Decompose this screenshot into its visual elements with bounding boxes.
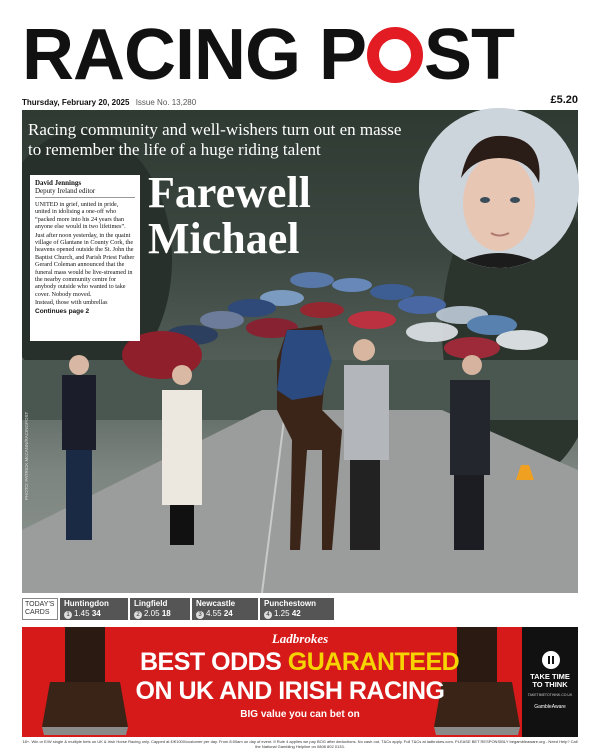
race-time: 1.25 bbox=[274, 609, 290, 618]
race-number: 3 bbox=[196, 611, 204, 619]
ad-tagline: BIG value you can bet on bbox=[240, 709, 360, 720]
meeting-name: Punchestown bbox=[264, 599, 317, 608]
todays-cards-label: TODAY'S CARDS bbox=[22, 598, 58, 620]
cover-price: £5.20 bbox=[550, 94, 578, 106]
ladbrokes-advert[interactable] bbox=[22, 627, 578, 737]
ad-headline-1a: BEST ODDS bbox=[140, 648, 288, 676]
headline-line-2: Michael bbox=[148, 214, 300, 263]
portrait-image bbox=[419, 108, 579, 268]
issue-number: Issue No. 13,280 bbox=[135, 98, 197, 107]
card-punchestown[interactable] bbox=[260, 598, 334, 620]
story-paragraph: UNITED in grief, united in pride, united in idolising a one-off who “packed more into his 24 years than anyone else would in two lifetimes”. bbox=[35, 201, 126, 231]
photo-credit: PHOTO: PATRICK McCANN/RACINGPOST bbox=[24, 411, 29, 500]
ad-headline-1 bbox=[140, 648, 460, 677]
meeting-name: Huntingdon bbox=[64, 599, 109, 608]
story-column bbox=[30, 175, 140, 341]
take-time-to-think-text: TAKE TIME TO THINK bbox=[530, 672, 570, 689]
take-time-to-think-panel bbox=[522, 627, 578, 737]
race-number: 4 bbox=[264, 611, 272, 619]
continues-link[interactable]: Continues page 2 bbox=[35, 307, 90, 315]
masthead-text-2: ST bbox=[424, 15, 515, 95]
story-paragraph: Instead, those with umbrellas bbox=[35, 299, 108, 307]
ladbrokes-logo: Ladbrokes bbox=[271, 631, 329, 646]
issue-date: Thursday, February 20, 2025 bbox=[22, 98, 130, 107]
headline-line-1: Farewell bbox=[148, 168, 311, 217]
standfirst: Racing community and well-wishers turn out en masse to remember the life of a huge riding talent bbox=[28, 120, 402, 159]
story-paragraph: Just after noon yesterday, in the quaint village of Glantane in County Cork, the heavens opened outside the St. John the Baptist Church, and Parish Priest Father Gerard Coleman announced that the funeral mass would be live-streamed in the nearby community centre for anybody outside who wanted to take cover. Nobody moved. bbox=[35, 231, 135, 298]
race-number: 1 bbox=[64, 611, 72, 619]
page-number: 18 bbox=[161, 609, 171, 618]
card-newcastle[interactable] bbox=[192, 598, 258, 620]
byline: David Jennings bbox=[35, 179, 82, 187]
pause-icon bbox=[542, 651, 560, 669]
race-time: 1.45 bbox=[74, 609, 90, 618]
page-number: 42 bbox=[291, 609, 301, 618]
byline-role: Deputy Ireland editor bbox=[35, 187, 135, 198]
masthead-o-icon bbox=[367, 18, 423, 74]
race-time: 4.55 bbox=[206, 609, 222, 618]
masthead-text-1: RACING P bbox=[22, 15, 367, 95]
ad-headline-2: ON UK AND IRISH RACING bbox=[135, 677, 445, 705]
card-lingfield[interactable] bbox=[130, 598, 190, 620]
jockey-portrait bbox=[419, 108, 579, 268]
card-huntingdon[interactable] bbox=[60, 598, 128, 620]
race-number: 2 bbox=[134, 611, 142, 619]
dateline bbox=[22, 98, 196, 107]
gambleaware-logo: GambleAware bbox=[534, 704, 566, 710]
page-number: 24 bbox=[223, 609, 233, 618]
meeting-name: Newcastle bbox=[196, 599, 236, 608]
ad-headline-1b: GUARANTEED bbox=[287, 648, 460, 676]
take-time-to-think-url: TAKETIMETOTHINK.CO.UK bbox=[527, 693, 573, 697]
meeting-name: Lingfield bbox=[134, 599, 168, 608]
page-number: 34 bbox=[91, 609, 101, 618]
headline bbox=[148, 170, 311, 262]
ad-disclaimer: 18+. Win or E/W single & multiple bets on UK & Irish Horse Racing only. Capped at £/€1000/customer per day. From 8:00am on day of event. If Rule 4 applies we pay BOG after deductions. No cash out. T&Cs apply. Full T&Cs at ladbrokes.com. PLEASE BET RESPONSIBLY begambleaware.org - Need Help? Call the National Gambling Helpline on 0808 802 0133. bbox=[22, 739, 578, 749]
masthead bbox=[22, 14, 582, 96]
race-time: 2.05 bbox=[144, 609, 160, 618]
masthead-logo bbox=[22, 14, 582, 96]
